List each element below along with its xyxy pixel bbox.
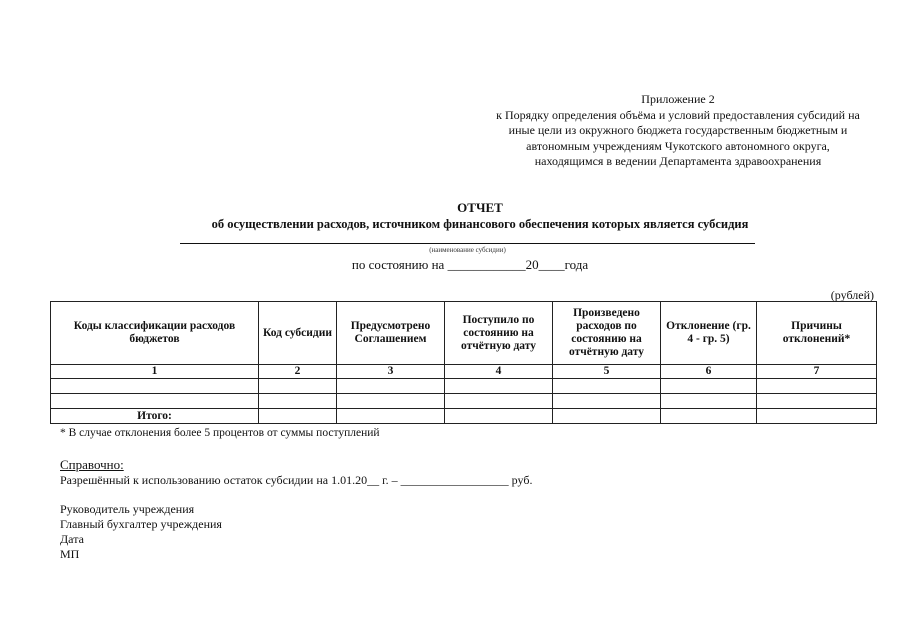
appendix-line: автономным учреждениям Чукотского автономного округа, [526, 138, 830, 153]
column-number-row [51, 365, 877, 379]
column-number: 6 [661, 365, 757, 379]
table-cell [337, 394, 445, 409]
appendix-line: Приложение 2 [641, 92, 715, 106]
table-cell [757, 379, 877, 394]
table-cell [445, 394, 553, 409]
signature-block [60, 502, 222, 562]
subsidy-name-caption: (наименование субсидии) [429, 246, 506, 254]
table-cell [553, 409, 661, 424]
units-label: (рублей) [830, 288, 874, 302]
as-of-date: по состоянию на ____________20____года [351, 257, 589, 272]
table-cell [445, 409, 553, 424]
header-cell: Код субсидии [259, 302, 337, 365]
header-cell: Произведено расходов по состоянию на отчётную дату [553, 302, 661, 365]
column-number: 4 [445, 365, 553, 379]
report-table [50, 301, 877, 424]
header-cell: Отклонение (гр. 4 - гр. 5) [661, 302, 757, 365]
table-cell [337, 409, 445, 424]
table-cell [51, 394, 259, 409]
table-row [51, 379, 877, 394]
table-cell [661, 379, 757, 394]
table-cell [259, 409, 337, 424]
table-cell [445, 379, 553, 394]
table-cell [757, 409, 877, 424]
column-number: 1 [51, 365, 259, 379]
header-cell: Поступило по состоянию на отчётную дату [445, 302, 553, 365]
table-cell [661, 409, 757, 424]
table-cell [661, 394, 757, 409]
column-number: 3 [337, 365, 445, 379]
table-cell [259, 394, 337, 409]
reference-title: Справочно: [60, 457, 124, 472]
header-cell: Предусмотрено Соглашением [337, 302, 445, 365]
signature-line: Главный бухгалтер учреждения [60, 517, 222, 531]
table-row [51, 394, 877, 409]
table-header-row [51, 302, 877, 365]
total-row [51, 409, 877, 424]
table-cell [337, 379, 445, 394]
header-cell: Коды классификации расходов бюджетов [51, 302, 259, 365]
appendix-block [468, 92, 888, 170]
table-cell [553, 379, 661, 394]
table-cell [553, 394, 661, 409]
column-number: 5 [553, 365, 661, 379]
column-number: 2 [259, 365, 337, 379]
reference-line: Разрешённый к использованию остаток субсидии на 1.01.20__ г. – __________________ руб. [60, 473, 533, 487]
header-cell: Причины отклонений* [757, 302, 877, 365]
table-cell [51, 379, 259, 394]
report-subtitle: об осуществлении расходов, источником финансового обеспечения которых является субсидия [211, 217, 749, 231]
signature-line: Дата [60, 532, 84, 546]
subsidy-name-line [180, 243, 755, 244]
column-number: 7 [757, 365, 877, 379]
signature-line: МП [60, 547, 80, 561]
footnote: * В случае отклонения более 5 процентов от суммы поступлений [60, 427, 380, 439]
appendix-line: иные цели из окружного бюджета государственным бюджетным и [508, 123, 848, 137]
table-cell [757, 394, 877, 409]
report-title: ОТЧЕТ [457, 200, 503, 215]
appendix-line: находящимся в ведении Департамента здравоохранения [534, 154, 822, 168]
appendix-line: к Порядку определения объёма и условий предоставления субсидий на [496, 107, 860, 122]
signature-line: Руководитель учреждения [60, 502, 195, 516]
table-cell [259, 379, 337, 394]
total-label: Итого: [51, 409, 259, 424]
